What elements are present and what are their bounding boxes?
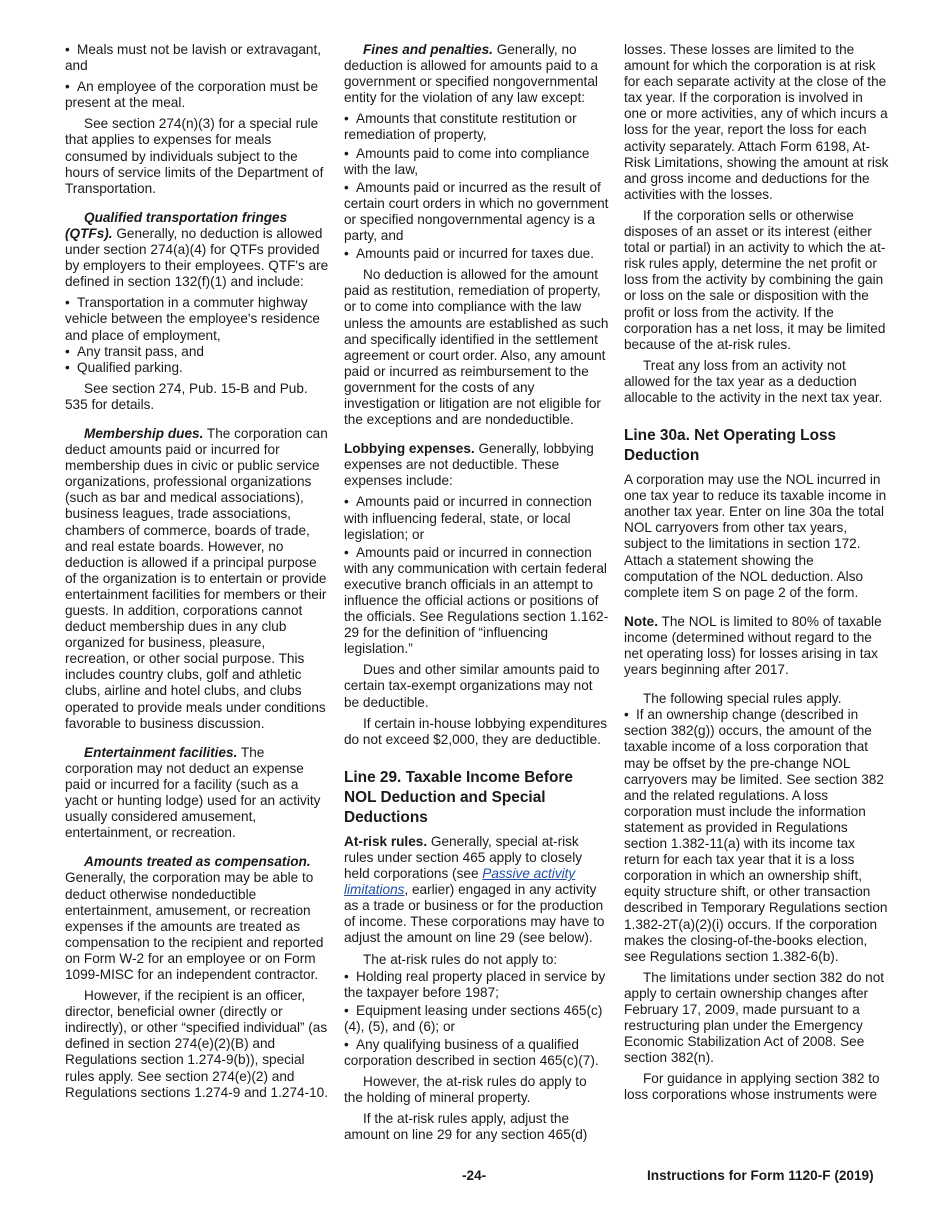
bullet-icon: •: [344, 968, 349, 984]
list-item: • Any transit pass, and: [65, 343, 204, 359]
paragraph: However, the at-risk rules do apply to the holding of mineral property.: [344, 1074, 587, 1106]
paragraph: The following special rules apply.: [643, 691, 842, 707]
bullet-icon: •: [65, 343, 70, 359]
column-right: [624, 42, 889, 1109]
list-item: • Any qualifying business of a qualified corporation described in section 465(c)(7).: [344, 1036, 599, 1069]
bullet-icon: •: [344, 1002, 349, 1018]
section-heading-line-29: Line 29. Taxable Income Before NOL Deduction and Special Deductions: [344, 768, 573, 826]
run-in-heading: Qualified transportation fringes (QTFs).: [65, 209, 288, 241]
paragraph: However, if the recipient is an officer, director, beneficial owner (directly or indirectly), or other “specified individual” (as defined in section 274(e)(2)(B) and Regulations section 1.274-9(b)), special rules apply. See section 274(e)(2) and Regulations sections 1.274-9 and 1.274-10.: [65, 988, 328, 1100]
list-item: • Transportation in a commuter highway vehicle between the employee's residence and place of employment,: [65, 295, 320, 343]
paragraph: If certain in-house lobbying expenditures do not exceed $2,000, they are deductible.: [344, 715, 608, 747]
section-heading-line-30a: Line 30a. Net Operating Loss Deduction: [624, 427, 837, 465]
run-in-heading: Membership dues.: [84, 425, 204, 441]
paragraph: For guidance in applying section 382 to loss corporations whose instruments were: [624, 1071, 880, 1103]
bullet-icon: •: [344, 494, 349, 510]
run-in-heading: Fines and penalties.: [363, 42, 493, 57]
list-item: • Amounts that constitute restitution or remediation of property,: [344, 111, 577, 143]
bullet-icon: •: [344, 145, 349, 161]
paragraph: The limitations under section 382 do not apply to certain ownership changes after February 17, 2009, made pursuant to a restructuring plan under the Emergency Economic Stabilization Act of 2008. See section 382(n).: [624, 969, 885, 1066]
paragraph-entertainment: Entertainment facilities. The corporation may not deduct an expense paid or incurred for a facility (such as a yacht or hunting lodge) used for an activity usually considered amusement, entertainment, or recreation.: [65, 744, 321, 841]
list-item: • Amounts paid or incurred in connection with any communication with certain federal executive branch officials in an attempt to influence the official actions or positions of the officials. See Regulations section 1.162-29 for the definition of “influencing legislation.”: [344, 544, 609, 657]
bullet-icon: •: [344, 179, 349, 195]
paragraph: losses. These losses are limited to the amount for which the corporation is at risk for each separate activity at the close of the tax year. If the corporation is involved in one or more activities, any of which incurs a loss for the year, report the loss for each activity separately. Attach Form 6198, At-Risk Limitations, showing the amount at risk and gross income and deductions for the activities with the losses.: [624, 42, 889, 202]
paragraph: Treat any loss from an activity not allowed for the tax year as a deduction allocable to the activity in the next tax year.: [624, 357, 883, 405]
paragraph: No deduction is allowed for the amount paid as restitution, remediation of property, or to come into compliance with the law unless the amounts are established as such and specifically identified in the settlement agreement or court order. Also, any amount paid or incurred as reimbursement to the government for the costs of any investigation or litigation are not eligible for the exceptions and are nondeductible.: [344, 267, 609, 428]
paragraph-fines: Fines and penalties. Generally, no deduction is allowed for amounts paid to a government or specified nongovernmental entity for the violation of any law except:: [344, 42, 598, 106]
run-in-heading: Note.: [624, 613, 658, 629]
paragraph: If the at-risk rules apply, adjust the amount on line 29 for any section 465(d): [344, 1111, 588, 1143]
paragraph-lobbying: Lobbying expenses. Generally, lobbying expenses are not deductible. These expenses include:: [344, 441, 594, 489]
list-item: • Amounts paid or incurred as the result of certain court orders in which no government or specified nongovernmental agency is a party, and: [344, 179, 609, 244]
list-item: • Equipment leasing under sections 465(c)(4), (5), and (6); or: [344, 1002, 603, 1034]
run-in-heading: At-risk rules.: [344, 833, 428, 849]
paragraph-membership: Membership dues. The corporation can deduct amounts paid or incurred for membership dues in civic or public service organizations, professional organizations (such as bar and medical associations), business leagues, trade associations, chambers of commerce, boards of trade, and real estate boards. However, no deduction is allowed if a principal purpose of the organization is to entertain or provide entertainment facilities for members or their guests. In addition, corporations cannot deduct membership dues in any club organized for business, pleasure, recreation, or other social purpose. This includes country clubs, golf and athletic clubs, airline and hotel clubs, and clubs operated to provide meals under conditions favorable to business discussion.: [65, 425, 328, 731]
run-in-heading: Lobbying expenses.: [344, 441, 475, 457]
footer-title: Instructions for Form 1120-F (2019): [647, 1168, 874, 1183]
bullet-icon: •: [65, 42, 70, 57]
list-item: • Holding real property placed in service by the taxpayer before 1987;: [344, 968, 606, 1000]
run-in-heading: Amounts treated as compensation.: [84, 854, 311, 870]
bullet-icon: •: [65, 295, 70, 311]
run-in-heading: Entertainment facilities.: [84, 744, 238, 760]
list-item: • Amounts paid or incurred in connection with influencing federal, state, or local legislation; or: [344, 494, 592, 542]
page-number: -24-: [462, 1168, 487, 1183]
column-middle: [344, 42, 609, 1149]
list-item: • Meals must not be lavish or extravagant, and: [65, 42, 322, 74]
paragraph: See section 274(n)(3) for a special rule that applies to expenses for meals consumed by individuals subject to the hours of service limits of the Department of Transportation.: [65, 116, 324, 196]
bullet-icon: •: [344, 1036, 349, 1052]
bullet-icon: •: [344, 111, 349, 127]
bullet-icon: •: [344, 544, 349, 560]
paragraph: If the corporation sells or otherwise disposes of an asset or its interest (either total or partial) in an activity to which the at-risk rules apply, determine the net profit or loss from the activity by combining the gain or loss on the sale or disposition with the profit or loss from the activity. If the corporation has a net loss, it may be limited because of the at-risk rules.: [624, 207, 886, 352]
paragraph: See section 274, Pub. 15-B and Pub. 535 for details.: [65, 380, 308, 412]
paragraph: A corporation may use the NOL incurred in one tax year to reduce its taxable income in another tax year. Enter on line 30a the total NOL carryovers from other tax years, subject to the limitations in section 172. Attach a statement showing the computation of the NOL deduction. Also complete item S on page 2 of the form.: [624, 472, 887, 600]
list-item: • Qualified parking.: [65, 359, 183, 375]
column-left: [65, 42, 330, 1106]
paragraph-qtf: Qualified transportation fringes (QTFs). Generally, no deduction is allowed under section 274(a)(4) for QTFs provided by employers to their employees. QTF's are defined in section 132(f)(1) and include:: [65, 209, 329, 290]
list-item: • An employee of the corporation must be present at the meal.: [65, 79, 319, 111]
list-item: • Amounts paid or incurred for taxes due.: [344, 246, 595, 262]
paragraph: The at-risk rules do not apply to:: [363, 951, 558, 967]
list-item: • If an ownership change (described in section 382(g)) occurs, the amount of the taxable income of a loss corporation that may be offset by the pre-change NOL carryovers may be limited. See section 382 and the related regulations. A loss corporation must include the information statement as provided in Regulations section 1.382-11(a) with its income tax return for each tax year that it is a loss corporation in which an ownership shift, equity structure shift, or other transaction described in Temporary Regulations section 1.382-2T(a)(2)(i) occurs. If the corporation makes the closing-of-the-books election, see Regulations section 1.382-6(b).: [624, 707, 888, 964]
passive-activity-link[interactable]: Passive activity limitations: [344, 866, 576, 898]
paragraph-compensation: Amounts treated as compensation. Generally, the corporation may be able to deduct otherwise nondeductible entertainment, amusement, or recreation expenses if the amounts are treated as compensation to the recipient and reported on Form W-2 for an employee or on Form 1099-MISC for an independent contractor.: [65, 854, 324, 982]
bullet-icon: •: [65, 359, 70, 375]
paragraph: Dues and other similar amounts paid to certain tax-exempt organizations may not be deductible.: [344, 662, 600, 710]
paragraph-at-risk: At-risk rules. Generally, special at-risk rules under section 465 apply to closely held corporations (see Passive activity limitations, earlier) engaged in any activity as a trade or business or for the production of income. These corporations may have to adjust the amount on line 29 (see below).: [344, 833, 605, 946]
bullet-icon: •: [624, 707, 629, 723]
paragraph-note: Note. The NOL is limited to 80% of taxable income (determined without regard to the net operating loss) for losses arising in tax years beginning after 2017.: [624, 613, 882, 678]
bullet-icon: •: [65, 79, 70, 95]
bullet-icon: •: [344, 246, 349, 262]
list-item: • Amounts paid to come into compliance with the law,: [344, 145, 590, 177]
